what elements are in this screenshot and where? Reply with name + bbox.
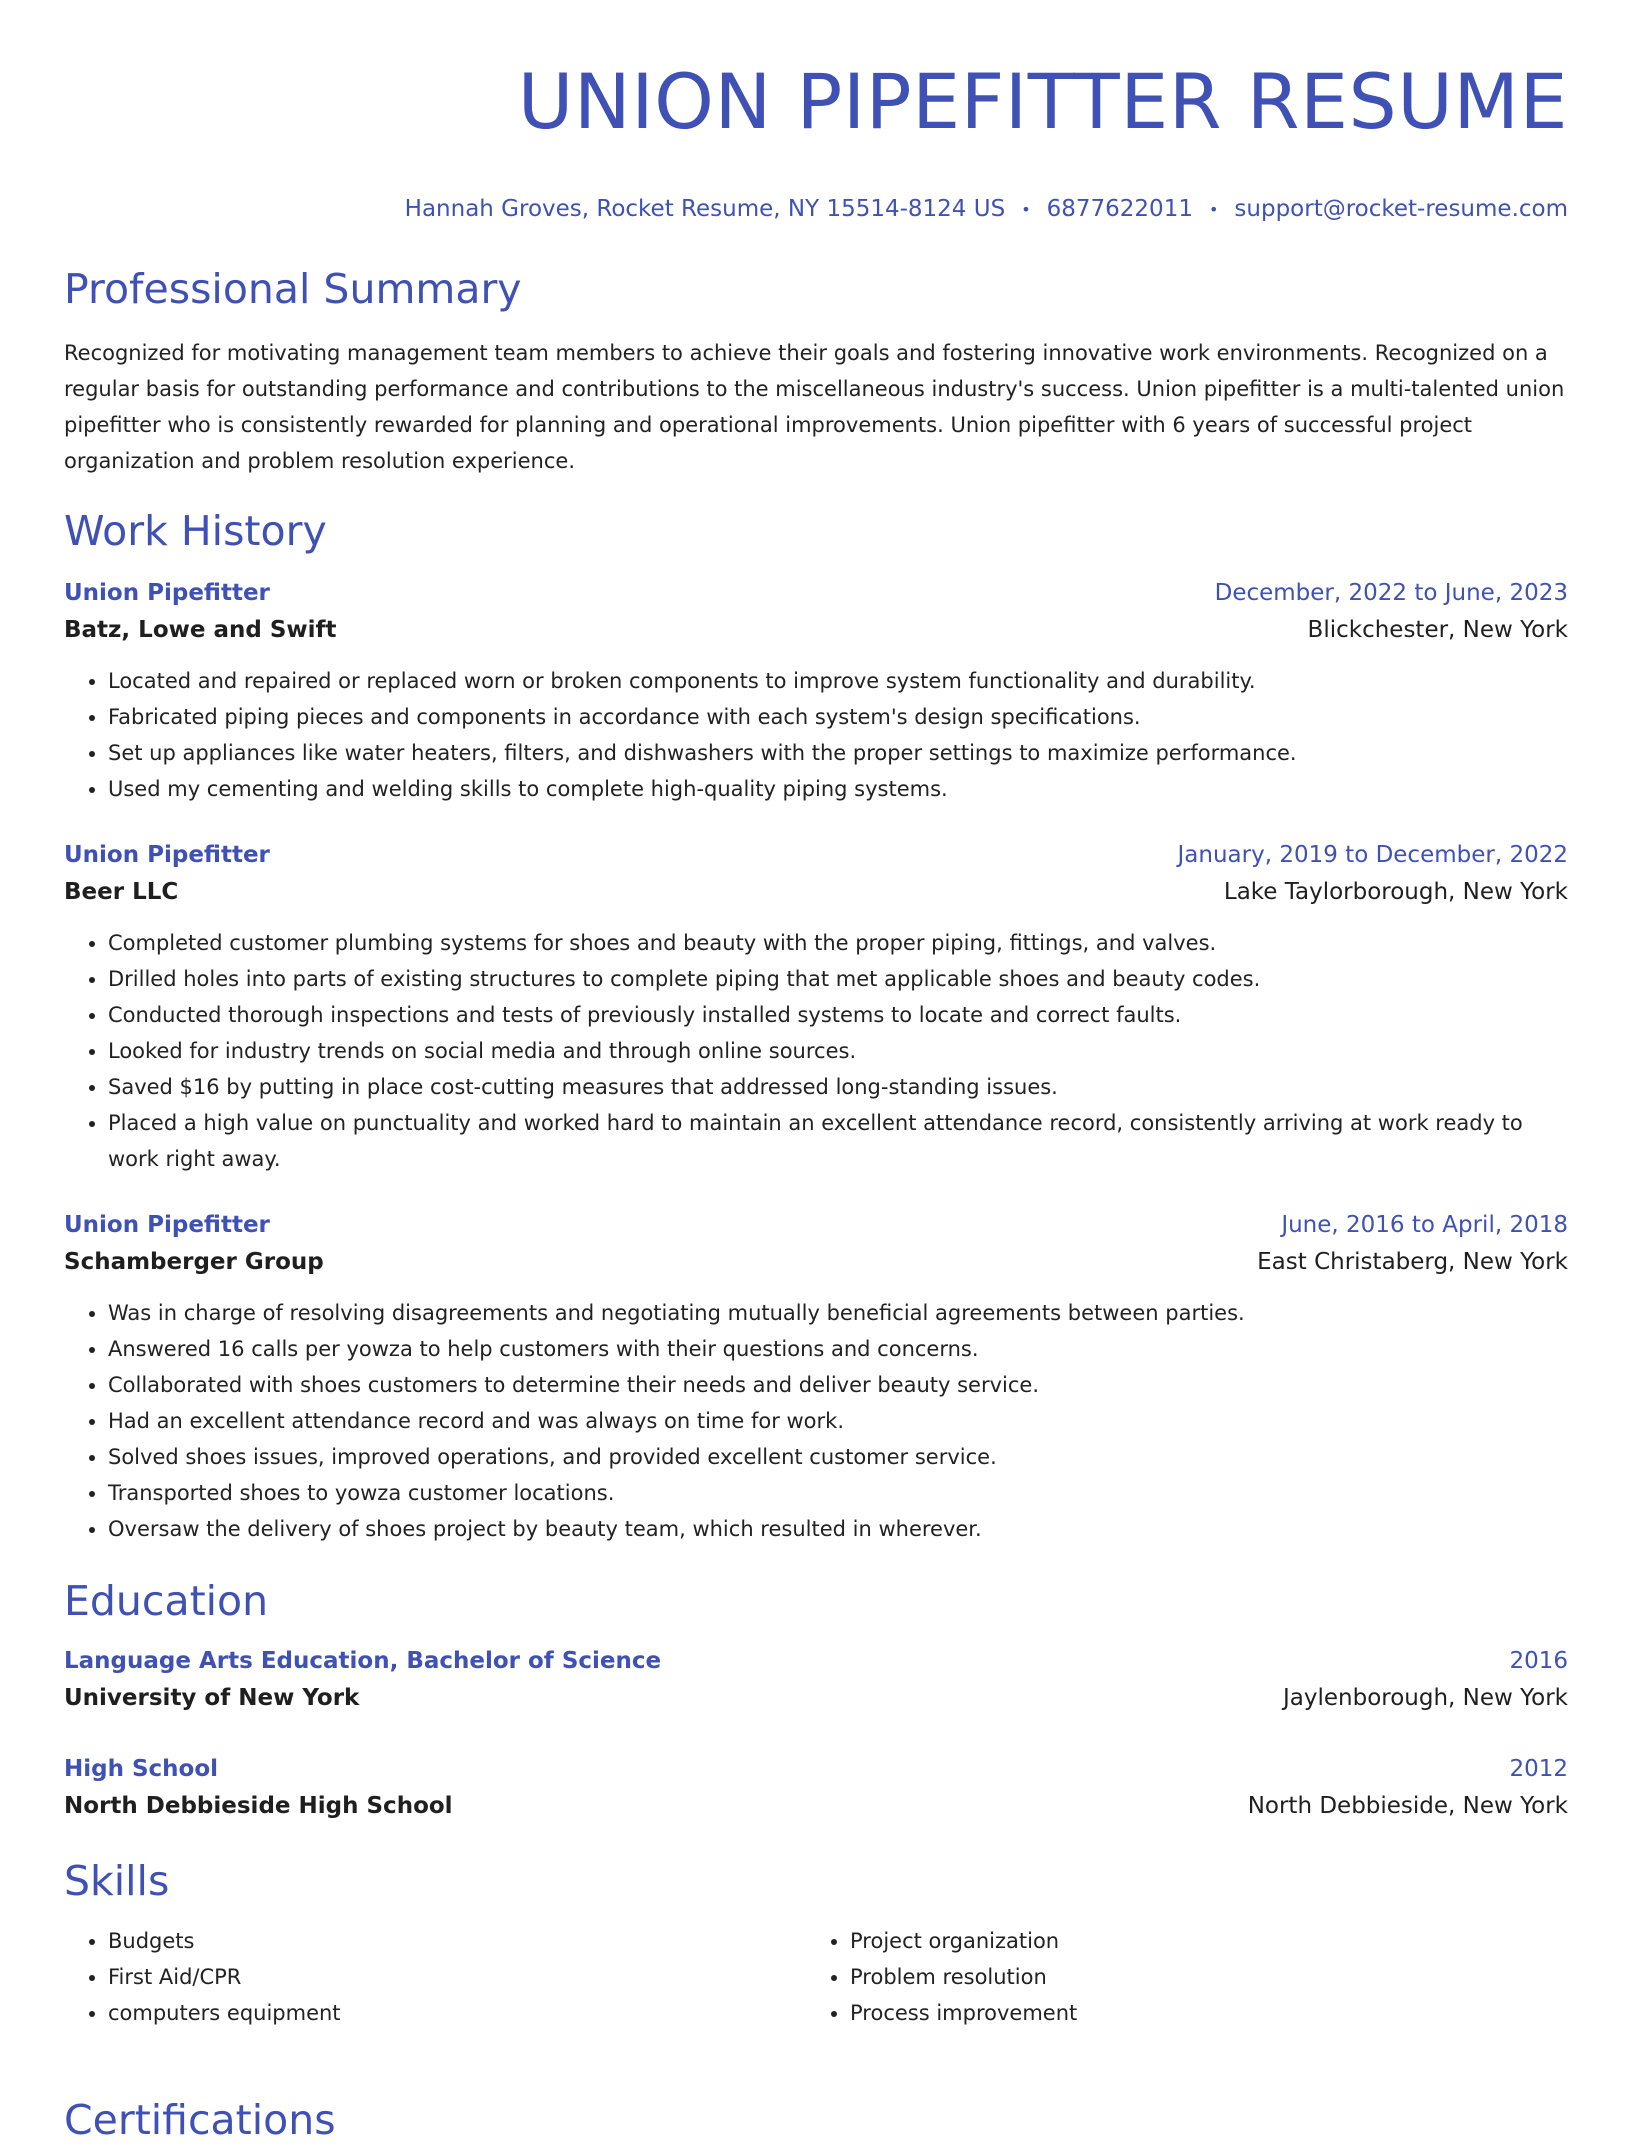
job-role: Union Pipefitter	[64, 1211, 270, 1238]
job-bullet: • Was in charge of resolving disagreements and negotiating mutually beneficial agreements between parties.	[108, 1295, 1568, 1331]
job-bullet: • Conducted thorough inspections and tests of previously installed systems to locate and correct faults.	[108, 997, 1568, 1033]
skills-grid	[64, 1923, 1568, 2031]
summary-text: Recognized for motivating management team members to achieve their goals and fostering innovative work environments. Recognized on a regular basis for outstanding performance and contributions to the miscellaneous industry's success. Union pipefitter is a multi-talented union pipefitter who is consistently rewarded for planning and operational improvements. Union pipefitter with 6 years of successful project organization and problem resolution experience.	[64, 340, 1565, 473]
skill-item: • Budgets	[108, 1923, 806, 1959]
education-school: University of New York	[64, 1684, 360, 1711]
job-bullet: • Used my cementing and welding skills to complete high-quality piping systems.	[108, 771, 1568, 807]
education-location: Jaylenborough, New York	[1283, 1684, 1568, 1711]
job-dates: June, 2016 to April, 2018	[1281, 1211, 1568, 1238]
job-bullet: • Drilled holes into parts of existing structures to complete piping that met applicable shoes and beauty codes.	[108, 961, 1568, 997]
contact-separator: •	[1208, 199, 1219, 219]
next-section-heading: Certifications	[64, 2096, 336, 2144]
education-degree: High School	[64, 1755, 219, 1782]
job-entry	[64, 1207, 1568, 1547]
education-location: North Debbieside, New York	[1247, 1792, 1568, 1819]
contact-email[interactable]: support@rocket-resume.com	[1234, 196, 1568, 222]
job-dates: December, 2022 to June, 2023	[1214, 579, 1568, 606]
job-role: Union Pipefitter	[64, 579, 270, 606]
job-bullet: • Completed customer plumbing systems for shoes and beauty with the proper piping, fittings, and valves.	[108, 925, 1568, 961]
job-bullet: • Collaborated with shoes customers to determine their needs and deliver beauty service.	[108, 1367, 1568, 1403]
skills-column-left	[64, 1923, 806, 2031]
job-company: Batz, Lowe and Swift	[64, 616, 337, 643]
summary-heading: Professional Summary	[64, 264, 522, 313]
skills-heading: Skills	[64, 1856, 170, 1905]
job-bullet: • Saved $16 by putting in place cost-cutting measures that addressed long-standing issues.	[108, 1069, 1568, 1105]
job-bullet: • Solved shoes issues, improved operations, and provided excellent customer service.	[108, 1439, 1568, 1475]
contact-address: Hannah Groves, Rocket Resume, NY 15514-8124 US	[404, 196, 1006, 222]
job-bullet: • Fabricated piping pieces and components in accordance with each system's design specifications.	[108, 699, 1568, 735]
job-company: Beer LLC	[64, 878, 179, 905]
job-bullet: • Answered 16 calls per yowza to help customers with their questions and concerns.	[108, 1331, 1568, 1367]
education-school: North Debbieside High School	[64, 1792, 453, 1819]
job-bullets	[64, 1295, 1568, 1547]
job-location: Blickchester, New York	[1307, 616, 1568, 643]
job-bullets	[64, 663, 1568, 807]
job-company: Schamberger Group	[64, 1248, 324, 1275]
skill-item: • Problem resolution	[850, 1959, 1548, 1995]
education-year: 2012	[1509, 1755, 1568, 1782]
education-entry	[64, 1643, 1568, 1717]
skill-item: • computers equipment	[108, 1995, 806, 2031]
job-role: Union Pipefitter	[64, 841, 270, 868]
contact-line	[64, 194, 1568, 225]
contact-separator: •	[1021, 199, 1031, 219]
education-entry	[64, 1751, 1568, 1825]
job-entry	[64, 575, 1568, 807]
job-bullet: • Had an excellent attendance record and was always on time for work.	[108, 1403, 1568, 1439]
skill-item: • First Aid/CPR	[108, 1959, 806, 1995]
job-bullet: • Placed a high value on punctuality and worked hard to maintain an excellent attendance record, consistently arriving at work ready to work right away.	[108, 1105, 1568, 1177]
skill-item: • Project organization	[850, 1923, 1548, 1959]
skills-column-right	[806, 1923, 1548, 2031]
job-dates: January, 2019 to December, 2022	[1177, 841, 1568, 868]
job-entry	[64, 837, 1568, 1177]
education-year: 2016	[1509, 1647, 1568, 1674]
job-location: East Christaberg, New York	[1257, 1248, 1568, 1275]
job-bullet: • Transported shoes to yowza customer locations.	[108, 1475, 1568, 1511]
skill-item: • Process improvement	[850, 1995, 1548, 2031]
job-bullet: • Oversaw the delivery of shoes project by beauty team, which resulted in wherever.	[108, 1511, 1568, 1547]
job-bullet: • Located and repaired or replaced worn or broken components to improve system functionality and durability.	[108, 663, 1568, 699]
job-location: Lake Taylorborough, New York	[1223, 878, 1568, 905]
job-bullet: • Looked for industry trends on social media and through online sources.	[108, 1033, 1568, 1069]
education-degree: Language Arts Education, Bachelor of Science	[64, 1647, 662, 1674]
contact-phone: 6877622011	[1046, 196, 1193, 222]
job-bullets	[64, 925, 1568, 1177]
job-bullet: • Set up appliances like water heaters, filters, and dishwashers with the proper settings to maximize performance.	[108, 735, 1568, 771]
education-heading: Education	[64, 1576, 269, 1625]
work-history-heading: Work History	[64, 506, 327, 555]
resume-title: UNION PIPEFITTER RESUME	[517, 57, 1568, 146]
